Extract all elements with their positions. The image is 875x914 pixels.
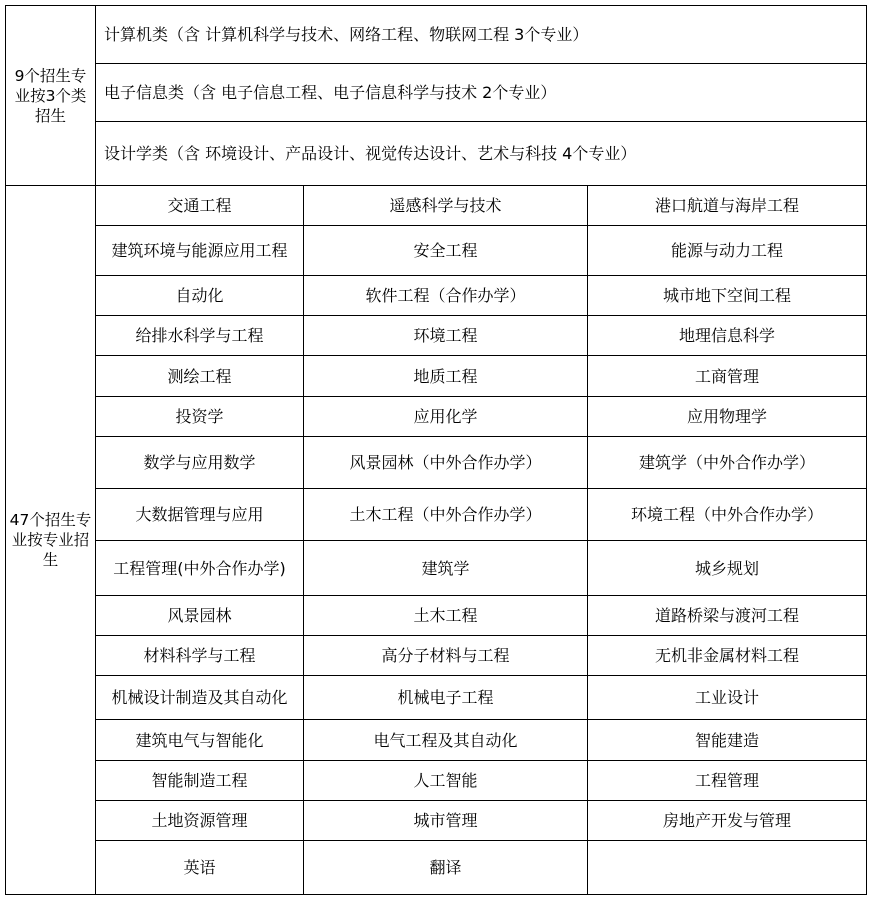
table-row (6, 397, 867, 437)
major-cell: 能源与动力工程 (588, 226, 867, 276)
category-computer: 计算机类（含 计算机科学与技术、网络工程、物联网工程 3个专业） (96, 6, 867, 64)
major-cell: 人工智能 (304, 761, 588, 801)
major-cell: 翻译 (304, 841, 588, 895)
major-cell: 地理信息科学 (588, 316, 867, 356)
major-cell: 建筑学 (304, 541, 588, 596)
major-cell: 数学与应用数学 (96, 437, 304, 489)
category-design: 设计学类（含 环境设计、产品设计、视觉传达设计、艺术与科技 4个专业） (96, 122, 867, 186)
major-cell: 风景园林 (96, 596, 304, 636)
table-row (6, 276, 867, 316)
major-cell: 城乡规划 (588, 541, 867, 596)
table-row (6, 676, 867, 720)
major-cell: 应用物理学 (588, 397, 867, 437)
table-row (6, 489, 867, 541)
major-cell: 土地资源管理 (96, 801, 304, 841)
major-cell: 无机非金属材料工程 (588, 636, 867, 676)
major-cell: 环境工程（中外合作办学） (588, 489, 867, 541)
major-cell-empty (588, 841, 867, 895)
table-row (6, 841, 867, 895)
major-cell: 城市管理 (304, 801, 588, 841)
major-cell: 土木工程 (304, 596, 588, 636)
category-electronic-info: 电子信息类（含 电子信息工程、电子信息科学与技术 2个专业） (96, 64, 867, 122)
major-cell: 应用化学 (304, 397, 588, 437)
major-cell: 土木工程（中外合作办学） (304, 489, 588, 541)
major-cell: 道路桥梁与渡河工程 (588, 596, 867, 636)
major-cell: 工商管理 (588, 356, 867, 397)
major-cell: 港口航道与海岸工程 (588, 186, 867, 226)
category-row (6, 64, 867, 122)
major-cell: 安全工程 (304, 226, 588, 276)
table-row (6, 636, 867, 676)
majors-table (5, 5, 867, 895)
table-row (6, 596, 867, 636)
major-cell: 大数据管理与应用 (96, 489, 304, 541)
major-cell: 投资学 (96, 397, 304, 437)
major-cell: 交通工程 (96, 186, 304, 226)
group-label-majors: 47个招生专业按专业招生 (6, 186, 96, 895)
group-label-categories: 9个招生专业按3个类招生 (6, 6, 96, 186)
major-cell: 测绘工程 (96, 356, 304, 397)
major-cell: 地质工程 (304, 356, 588, 397)
category-row (6, 6, 867, 64)
table-row (6, 226, 867, 276)
table-row (6, 316, 867, 356)
major-cell: 给排水科学与工程 (96, 316, 304, 356)
major-cell: 英语 (96, 841, 304, 895)
table-row (6, 541, 867, 596)
major-cell: 房地产开发与管理 (588, 801, 867, 841)
table-row (6, 761, 867, 801)
major-cell: 机械设计制造及其自动化 (96, 676, 304, 720)
major-cell: 软件工程（合作办学） (304, 276, 588, 316)
major-cell: 机械电子工程 (304, 676, 588, 720)
major-cell: 智能制造工程 (96, 761, 304, 801)
table-row (6, 720, 867, 761)
major-cell: 电气工程及其自动化 (304, 720, 588, 761)
major-cell: 遥感科学与技术 (304, 186, 588, 226)
table-row (6, 186, 867, 226)
table-row (6, 801, 867, 841)
major-cell: 环境工程 (304, 316, 588, 356)
major-cell: 工程管理 (588, 761, 867, 801)
major-cell: 建筑学（中外合作办学） (588, 437, 867, 489)
major-cell: 建筑环境与能源应用工程 (96, 226, 304, 276)
major-cell: 城市地下空间工程 (588, 276, 867, 316)
major-cell: 工程管理(中外合作办学) (96, 541, 304, 596)
major-cell: 智能建造 (588, 720, 867, 761)
major-cell: 风景园林（中外合作办学） (304, 437, 588, 489)
major-cell: 材料科学与工程 (96, 636, 304, 676)
table-row (6, 437, 867, 489)
category-row (6, 122, 867, 186)
major-cell: 工业设计 (588, 676, 867, 720)
major-cell: 自动化 (96, 276, 304, 316)
major-cell: 建筑电气与智能化 (96, 720, 304, 761)
major-cell: 高分子材料与工程 (304, 636, 588, 676)
table-row (6, 356, 867, 397)
